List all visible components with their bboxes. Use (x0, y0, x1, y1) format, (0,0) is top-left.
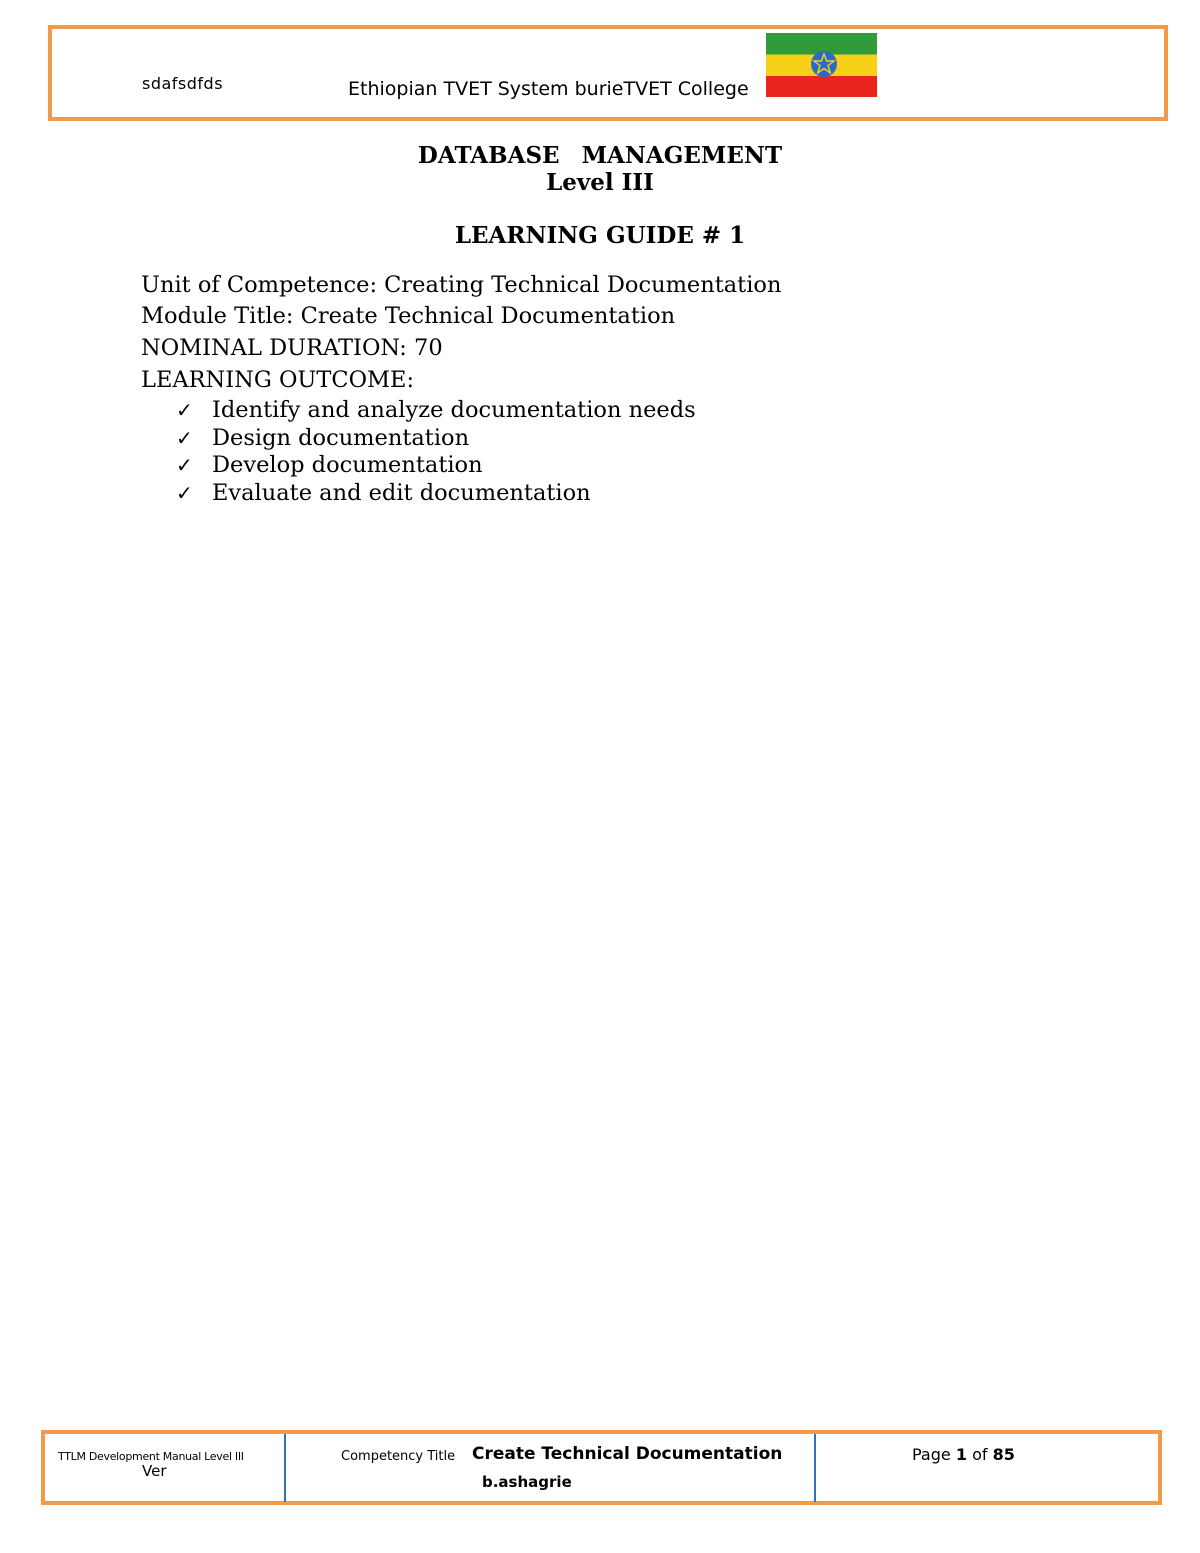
footer-competency-label: Competency Title (341, 1449, 456, 1464)
footer-version-label: Ver (142, 1462, 167, 1480)
outcome-text: Develop documentation (212, 452, 483, 478)
footer-divider (814, 1434, 816, 1502)
list-item (176, 452, 696, 480)
header-college-name: Ethiopian TVET System burieTVET College (348, 78, 749, 100)
checkmark-icon: ✓ (176, 425, 193, 450)
learning-outcome-heading: LEARNING OUTCOME: (141, 367, 415, 393)
nominal-duration: NOMINAL DURATION: 70 (141, 335, 443, 361)
footer-competency-title: Create Technical Documentation (472, 1444, 783, 1464)
outcome-text: Evaluate and edit documentation (212, 479, 591, 506)
footer-frame (41, 1430, 1162, 1505)
learning-outcome-list (176, 397, 696, 507)
document-level: Level III (546, 169, 654, 196)
page-current: 1 (955, 1445, 967, 1464)
module-title: Module Title: Create Technical Documentation (141, 303, 676, 329)
page-of-label: of (972, 1445, 988, 1464)
footer-divider (284, 1434, 286, 1502)
footer-page-number (912, 1445, 1015, 1464)
header-left-text: sdafsdfds (142, 74, 224, 93)
list-item (176, 397, 696, 425)
learning-guide-heading: LEARNING GUIDE # 1 (454, 222, 746, 249)
list-item (176, 480, 696, 508)
list-item (176, 425, 696, 453)
checkmark-icon: ✓ (176, 398, 193, 422)
ethiopia-flag-icon (766, 33, 877, 97)
checkmark-icon: ✓ (176, 480, 193, 505)
checkmark-icon: ✓ (176, 453, 193, 477)
footer-author: b.ashagrie (482, 1473, 572, 1491)
header-frame (48, 25, 1168, 121)
page-total: 85 (992, 1445, 1015, 1464)
page-label: Page (912, 1445, 951, 1464)
document-title: DATABASE MANAGEMENT (417, 142, 783, 169)
footer-manual-label: TTLM Development Manual Level III (58, 1450, 244, 1463)
outcome-text: Identify and analyze documentation needs (212, 397, 696, 423)
unit-of-competence: Unit of Competence: Creating Technical Documentation (141, 272, 782, 298)
outcome-text: Design documentation (212, 424, 470, 451)
